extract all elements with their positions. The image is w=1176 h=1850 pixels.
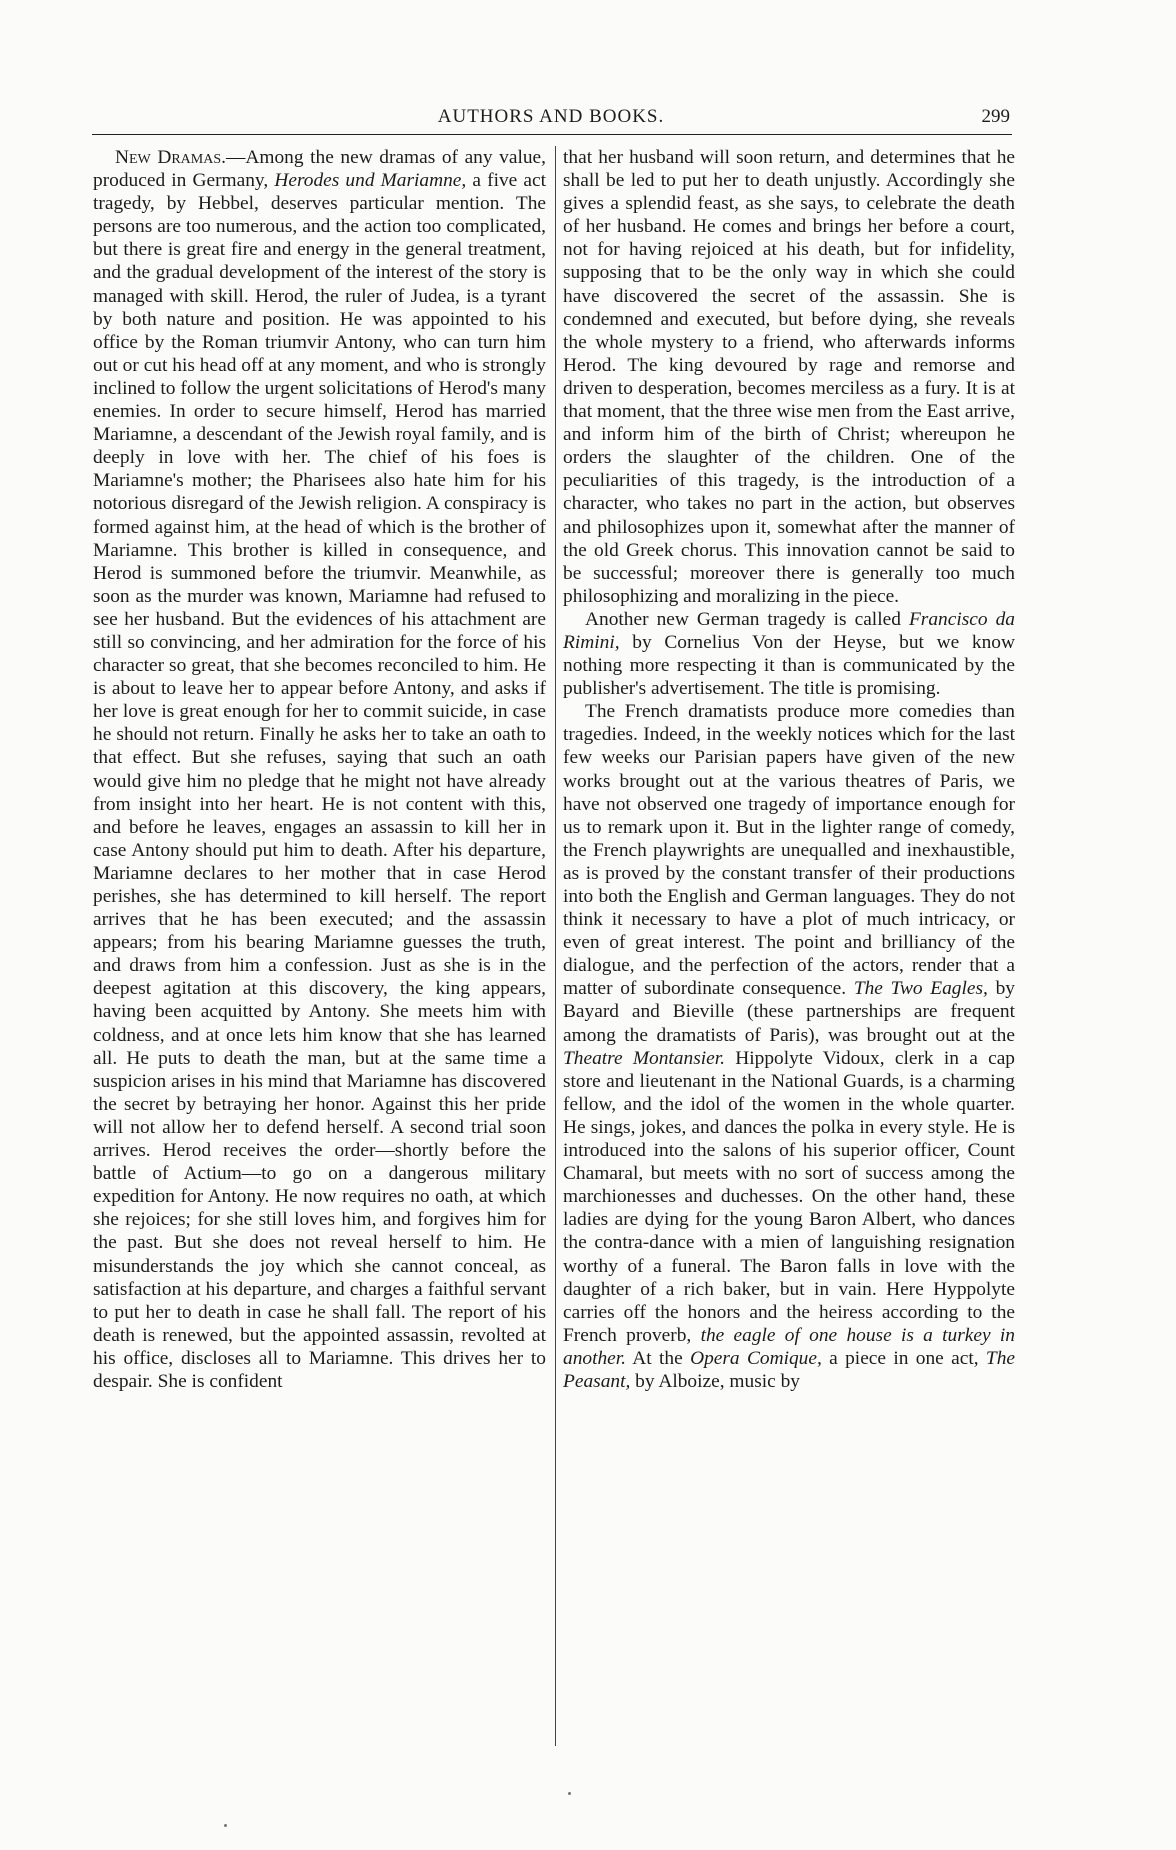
ink-speck bbox=[568, 1792, 571, 1795]
text-run: The French dramatists produce more comedies than tragedies. Indeed, in the weekly notices which for the last few weeks our Parisian papers have given of the new works brought out at the various theatres of Paris, we have not observed one tragedy of importance enough for us to remark upon it. But in the lighter range of comedy, the French playwrights are unequalled and inexhaustible, as is proved by the constant transfer of their productions into both the English and German languages. They do not think it necessary to have a plot of much intricacy, or even of great interest. The point and brilliancy of the dialogue, and the perfection of the actors, render that a matter of subordinate consequence. bbox=[563, 701, 1015, 1000]
text-run: a piece in one act, bbox=[821, 1347, 986, 1369]
italic-title: the eagle of one house is a turkey in another. bbox=[563, 1324, 1015, 1369]
paragraph-new-dramas bbox=[93, 146, 546, 1393]
text-run: that her husband will soon return, and determines that he shall be led to put her to death unjustly. Accordingly she gives a splendid feast, as she says, to celebrate the death of her husband. He comes and brings her before a court, not for having rejoiced at his death, but for infidelity, supposing that to be the only way in which she could have discovered the secret of the assassin. She is condemned and executed, but before dying, she reveals the whole mystery to a friend, who afterwards informs Herod. The king devoured by rage and remorse and driven to desperation, becomes merciless as a fury. It is at that moment, that the three wise men from the East arrive, and inform him of the birth of Christ; whereupon he orders the slaughter of the children. One of the peculiarities of this tragedy, is the introduction of a character, who takes no part in the action, but observes and philosophizes upon it, somewhat after the manner of the old Greek chorus. This innovation cannot be said to be successful; moreover there is generally too much philosophizing and moralizing in the piece. bbox=[563, 147, 1015, 607]
italic-title: Opera Comique, bbox=[690, 1347, 822, 1369]
text-run: At the bbox=[626, 1347, 691, 1369]
left-column bbox=[93, 146, 546, 1393]
running-head bbox=[92, 106, 1010, 134]
page-number: 299 bbox=[981, 106, 1010, 127]
text-run: by Cornelius Von der Heyse, but we know nothing more respecting it than is communicated by the publisher's advertisement. The title is promising. bbox=[563, 631, 1015, 700]
text-run: by Alboize, music by bbox=[630, 1370, 800, 1392]
section-heading: New Dramas. bbox=[115, 147, 226, 168]
italic-title: The Two Eagles, bbox=[853, 978, 988, 1000]
header-rule bbox=[92, 134, 1012, 135]
column-divider bbox=[555, 146, 556, 1746]
italic-title: The Peasant, bbox=[563, 1347, 1015, 1392]
paragraph-continuation bbox=[563, 146, 1015, 608]
text-run: —Among the new dramas of any value, produced in Germany, bbox=[93, 147, 546, 192]
text-run: by Bayard and Bieville (these partnerships are frequent among the dramatists of Paris), was brought out at the bbox=[563, 978, 1015, 1046]
text-run: Another new German tragedy is called bbox=[585, 608, 909, 630]
italic-title: Theatre Montansier. bbox=[563, 1047, 725, 1069]
text-run: Hippolyte Vidoux, clerk in a cap store and lieutenant in the National Guards, is a charming fellow, and the idol of the women in the whole quarter. He sings, jokes, and dances the polka in every style. He is introduced into the salons of his superior officer, Count Chamaral, but meets with no sort of success among the marchionesses and duchesses. On the other hand, these ladies are dying for the young Baron Albert, who dances the contra-dance with a mien of languishing resignation worthy of a funeral. The Baron falls in love with the daughter of a rich baker, but in vain. Here Hyppolyte carries off the honors and the heiress according to the French proverb, bbox=[563, 1047, 1015, 1346]
ink-speck bbox=[224, 1824, 227, 1827]
italic-title: Herodes und Mariamne, bbox=[274, 170, 467, 192]
text-run: a five act tragedy, by Hebbel, deserves particular mention. The persons are too numerous, and the action too complicated, but there is great fire and energy in the general treatment, and the gradual development of the interest of the story is managed with skill. Herod, the ruler of Judea, is a tyrant by both nature and position. He was appointed to his office by the Roman triumvir Antony, who can turn him out or cut his head off at any moment, and who is strongly inclined to follow the urgent solicitations of Herod's many enemies. In order to secure himself, Herod has married Mariamne, a descendant of the Jewish royal family, and is deeply in love with her. The chief of his foes is Mariamne's mother; the Pharisees also hate him for his notorious disregard of the Jewish religion. A conspiracy is formed against him, at the head of which is the brother of Mariamne. This brother is killed in consequence, and Herod is summoned before the triumvir. Meanwhile, as soon as the murder was known, Mariamne had refused to see her husband. But the evidences of his attachment are still so convincing, and her admiration for the force of his character so great, that she becomes reconciled to him. He is about to leave her to appear before Antony, and asks if her love is great enough for her to commit suicide, in case he should not return. Finally he asks her to take an oath to that effect. But she refuses, saying that such an oath would give him no pledge that he might not have already from insight into her heart. He is not content with this, and before he leaves, engages an assassin to kill her in case Antony should put him to death. After his departure, Mariamne declares to her mother that in case Herod perishes, she has determined to kill herself. The report arrives that he has been executed; and the assassin appears; from his bearing Mariamne guesses the truth, and draws from him a confession. Just as she is in the deepest agitation at this discovery, the king appears, having been acquitted by Antony. She meets him with coldness, and at once lets him know that she has learned all. He puts to death the man, but at the same time a suspicion arises in his mind that Mariamne has discovered the secret by betraying her honor. Against this her pride will not allow her to defend herself. A second trial soon arrives. Herod receives the order—shortly before the battle of Actium—to go on a dangerous military expedition for Antony. He now requires no oath, at which she rejoices; for she still loves him, and forgives him for the past. But she does not reveal herself to him. He misunderstands the joy which she cannot conceal, as satisfaction at his departure, and charges a faithful servant to put her to death in case he shall fall. The report of his death is renewed, but the appointed assassin, revolted at his office, discloses all to Mariamne. This drives her to despair. She is confident bbox=[93, 170, 546, 1392]
running-title: AUTHORS AND BOOKS. bbox=[437, 106, 665, 127]
paragraph-french-dramatists bbox=[563, 700, 1015, 1393]
right-column bbox=[563, 146, 1015, 1393]
italic-title: Francisco da Rimini, bbox=[563, 608, 1015, 653]
paragraph-german-tragedy bbox=[563, 608, 1015, 700]
